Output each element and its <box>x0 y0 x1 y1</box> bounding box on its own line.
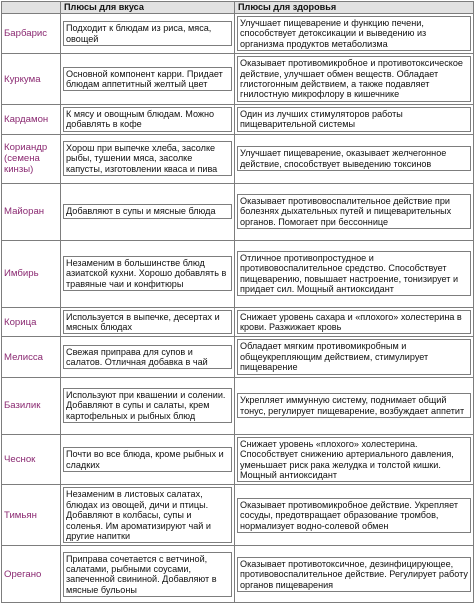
health-text: Отличное противопростудное и противовоспалительное средство. Способствует пищеварению, повышает настроение, тонизирует и придает сил. Мощный антиоксидант <box>237 251 471 297</box>
spice-name: Барбарис <box>2 14 61 54</box>
health-text: Укрепляет иммунную систему, поднимает общий тонус, регулирует пищеварение, возбуждает аппетит <box>237 393 471 418</box>
spice-name: Кориандр (семена кинзы) <box>2 134 61 183</box>
spice-name: Имбирь <box>2 240 61 307</box>
header-taste: Плюсы для вкуса <box>61 2 235 14</box>
health-cell <box>235 546 474 603</box>
taste-text: Подходит к блюдам из риса, мяса, овощей <box>63 21 232 46</box>
spice-name: Корица <box>2 307 61 337</box>
table-row <box>2 134 474 183</box>
table-row <box>2 183 474 240</box>
taste-text: Хорош при выпечке хлеба, засолке рыбы, тушении мяса, засолке капусты, изготовлении кваса и пива <box>63 141 232 176</box>
spice-name: Чеснок <box>2 434 61 485</box>
spice-name: Орегано <box>2 546 61 603</box>
health-cell <box>235 377 474 434</box>
health-text: Улучшает пищеварение, оказывает желчегонное действие, способствует выведению токсинов <box>237 146 471 171</box>
taste-cell <box>61 546 235 603</box>
spice-name: Мелисса <box>2 337 61 377</box>
spice-name: Кардамон <box>2 104 61 134</box>
health-cell <box>235 54 474 105</box>
taste-cell <box>61 337 235 377</box>
taste-cell <box>61 307 235 337</box>
health-cell <box>235 240 474 307</box>
taste-cell <box>61 183 235 240</box>
spice-name: Тимьян <box>2 485 61 546</box>
health-cell <box>235 337 474 377</box>
taste-cell <box>61 485 235 546</box>
header-spice <box>2 2 61 14</box>
taste-text: Используют при квашении и солении. Добавляют в супы и салаты, крем картофельных и рыбных блюд <box>63 388 232 423</box>
table-row <box>2 434 474 485</box>
health-text: Оказывает противотоксичное, дезинфицирующее, противовоспалительное действие. Регулирует работу органов пищеварения <box>237 557 471 592</box>
taste-cell <box>61 14 235 54</box>
health-text: Оказывает противомикробное действие. Укрепляет сосуды, предотвращает образование тромбов, нормализует водно-солевой обмен <box>237 498 471 533</box>
health-text: Улучшает пищеварение и функцию печени, способствует детоксикации и выведению из организма продуктов метаболизма <box>237 16 471 51</box>
table-row <box>2 337 474 377</box>
health-cell <box>235 104 474 134</box>
health-text: Снижает уровень сахара и «плохого» холестерина в крови. Разжижает кровь <box>237 310 471 335</box>
table-row <box>2 240 474 307</box>
taste-text: Незаменим в большинстве блюд азиатской кухни. Хорошо добавлять в травяные чаи и конфитюры <box>63 256 232 291</box>
health-text: Обладает мягким противомикробным и общеукрепляющим действием, стимулирует пищеварение <box>237 339 471 374</box>
table-row <box>2 14 474 54</box>
spice-benefits-table-container <box>1 1 473 603</box>
health-text: Один из лучших стимуляторов работы пищеварительной системы <box>237 107 471 132</box>
health-cell <box>235 183 474 240</box>
taste-text: Основной компонент карри. Придает блюдам аппетитный желтый цвет <box>63 67 232 92</box>
table-row <box>2 54 474 105</box>
taste-text: Незаменим в листовых салатах, блюдах из овощей, дичи и птицы. Добавляют в колбасы, супы и соленья. Им ароматизируют чай и другие напитки <box>63 487 232 543</box>
health-text: Снижает уровень «плохого» холестерина. Способствует снижению артериального давления, уменьшает риск рака желудка и толстой кишки. Мощный антиоксидант <box>237 437 471 483</box>
spice-name: Базилик <box>2 377 61 434</box>
table-row <box>2 377 474 434</box>
taste-text: К мясу и овощным блюдам. Можно добавлять в кофе <box>63 107 232 132</box>
health-text: Оказывает противовоспалительное действие при болезнях дыхательных путей и пищеварительных органов. Помогает при бессоннице <box>237 194 471 229</box>
taste-text: Приправа сочетается с ветчиной, салатами, рыбными соусами, запеченной свининой. Добавляют в мясные бульоны <box>63 552 232 598</box>
taste-text: Добавляют в супы и мясные блюда <box>63 204 232 218</box>
health-cell <box>235 307 474 337</box>
table-row <box>2 307 474 337</box>
table-header-row <box>2 2 474 14</box>
header-health: Плюсы для здоровья <box>235 2 474 14</box>
table-row <box>2 104 474 134</box>
taste-cell <box>61 134 235 183</box>
taste-cell <box>61 377 235 434</box>
taste-cell <box>61 434 235 485</box>
taste-cell <box>61 54 235 105</box>
spice-name: Куркума <box>2 54 61 105</box>
taste-cell <box>61 240 235 307</box>
health-cell <box>235 134 474 183</box>
taste-text: Используется в выпечке, десертах и мясных блюдах <box>63 310 232 335</box>
taste-cell <box>61 104 235 134</box>
taste-text: Свежая приправа для супов и салатов. Отличная добавка в чай <box>63 345 232 370</box>
health-cell <box>235 14 474 54</box>
taste-text: Почти во все блюда, кроме рыбных и сладких <box>63 447 232 472</box>
spice-name: Майоран <box>2 183 61 240</box>
health-cell <box>235 485 474 546</box>
health-cell <box>235 434 474 485</box>
health-text: Оказывает противомикробное и противотоксическое действие, улучшает обмен веществ. Обладает глистогонным действием, а также подавляет гнилостную микрофлору в кишечнике <box>237 56 471 102</box>
spice-benefits-table <box>1 1 474 603</box>
table-row <box>2 546 474 603</box>
table-row <box>2 485 474 546</box>
